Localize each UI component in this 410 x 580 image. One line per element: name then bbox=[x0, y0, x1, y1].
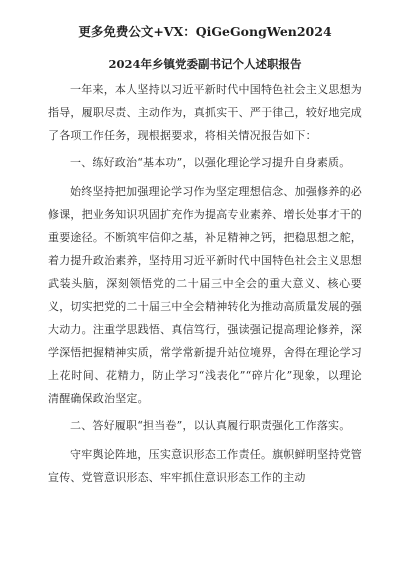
document-title: 2024年乡镇党委副书记个人述职报告 bbox=[108, 57, 302, 71]
intro-paragraph: 一年来，本人坚持以习近平新时代中国特色社会主义思想为指导，履职尽责、主动作为，真抓实干、严于律己，较好地完成了各项工作任务，现根据要求，将相关情况报告如下： bbox=[48, 83, 362, 142]
section-1-body: 始终坚持把加强理论学习作为坚定理想信念、加强修养的必修课，把业务知识巩固扩充作为提高专业素养、增长处事才干的重要途径。不断筑牢信仰之基，补足精神之钙，把稳思想之舵，着力提升政治素养，坚持用习近平新时代中国特色社会主义思想武装头脑，深刻领悟党的二十届三中全会的重大意义、核心要义，切实把党的二十届三中全会精神转化为推动高质量发展的强大动力。注重学思践悟、真信笃行，强读强记提高理论修养，深学深悟把握精神实质，常学常新提升站位境界，舍得在理论学习上花时间、花精力，防止学习“浅表化”“碎片化”现象，以理论清醒确保政治坚定。 bbox=[48, 185, 362, 405]
section-1-heading: 一、练好政治“基本功”，以强化理论学习提升自身素质。 bbox=[70, 156, 351, 169]
section-2-body: 守牢舆论阵地，压实意识形态工作责任。旗帜鲜明坚持党管宣传、党管意识形态、牢牢抓住意识形态工作的主动 bbox=[48, 448, 362, 484]
section-2-heading: 二、答好履职“担当卷”，以认真履行职责强化工作落实。 bbox=[70, 419, 351, 432]
promo-banner: 更多免费公文+VX：QiGeGongWen2024 bbox=[78, 24, 332, 39]
